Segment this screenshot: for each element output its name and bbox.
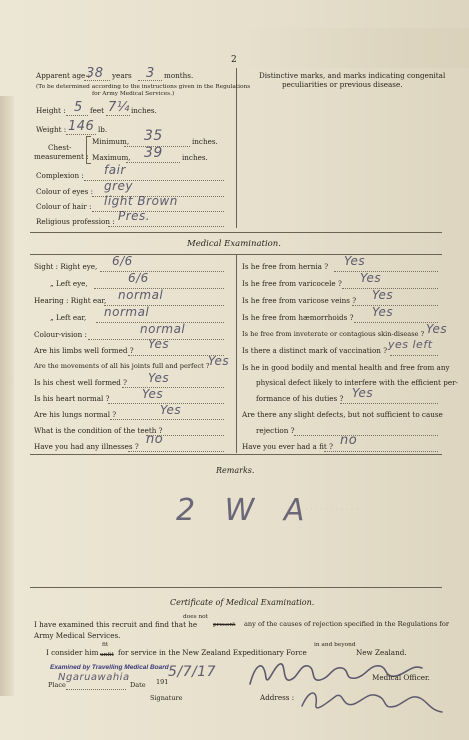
complexion-label: Complexion :: [36, 171, 84, 180]
right-answer-3: Yes: [372, 305, 394, 319]
height-inches-line: [106, 115, 130, 116]
left-answer-3: normal: [104, 305, 150, 319]
right-line-0: [334, 271, 438, 272]
consider-in-beyond: in and beyond: [314, 642, 356, 648]
hair-value: light Brown: [104, 194, 178, 208]
remarks-value: 2 W A: [176, 493, 315, 528]
right-answer-4: Yes: [426, 322, 448, 336]
age-months-label: months.: [164, 71, 194, 80]
place-value: Ngaruawahia: [58, 672, 130, 683]
complexion-value: fair: [104, 163, 126, 177]
age-months-line: [138, 80, 162, 81]
consider-middle: for service in the New Zealand Expeditionary Force: [118, 648, 307, 657]
age-years-line: [84, 80, 110, 81]
place-line: [66, 689, 126, 690]
left-answer-6: Yes: [208, 354, 230, 368]
religion-label: Religious profession :: [36, 217, 115, 226]
right-question-10: rejection ?: [256, 426, 295, 435]
right-question-9: Are there any slight defects, but not sufficient to cause: [242, 410, 443, 419]
bleed-through-mark: · · · · · · · · · · · ·: [300, 505, 359, 514]
left-answer-1: 6/6: [128, 271, 149, 285]
address-signature: [298, 684, 448, 718]
left-answer-2: normal: [118, 288, 164, 302]
height-inches-label: inches.: [131, 106, 157, 115]
right-question-11: Have you ever had a fit ?: [242, 442, 333, 451]
hair-line: [92, 211, 224, 212]
certificate-line1-end: any of the causes of rejection specified in the Regulations for: [244, 620, 449, 628]
distinctive-marks-line1: Distinctive marks, and marks indicating congenital: [259, 71, 446, 80]
right-line-2: [352, 305, 438, 306]
right-question-8: formance of his duties ?: [256, 394, 344, 403]
chest-maximum-label: Maximum,: [92, 153, 131, 162]
left-answer-7: Yes: [148, 371, 170, 385]
eyes-value: grey: [104, 179, 134, 193]
right-question-6: Is he in good bodily and mental health and free from any: [242, 363, 450, 372]
left-question-8: Is his heart normal ?: [34, 394, 110, 403]
section-divider: [236, 68, 237, 228]
right-question-4: Is he free from inveterate or contagious skin-disease ?: [242, 330, 425, 338]
date-label: Date: [130, 681, 146, 689]
certificate-line1-start: I have examined this recruit and find that he: [34, 620, 198, 629]
chest-maximum-value: 39: [144, 145, 163, 161]
height-feet-label: feet: [90, 106, 105, 115]
chest-maximum-unit: inches.: [182, 153, 208, 162]
left-answer-5: Yes: [148, 337, 170, 351]
distinctive-marks-line2: peculiarities or previous disease.: [282, 80, 403, 89]
height-feet-line: [66, 115, 88, 116]
medical-officer-label: Medical Officer.: [372, 673, 430, 682]
right-line-5: [390, 355, 438, 356]
exam-rule-bottom: [30, 454, 442, 455]
age-months-value: 3: [146, 66, 155, 81]
travelling-board-stamp: Examined by Travelling Medical Board: [50, 664, 169, 671]
right-answer-0: Yes: [344, 254, 366, 268]
chest-minimum-value: 35: [144, 128, 163, 144]
certificate-rule: [30, 587, 442, 588]
weight-value: 146: [68, 119, 95, 134]
right-answer-2: Yes: [372, 288, 394, 302]
left-question-10: What is the condition of the teeth ?: [34, 426, 163, 435]
consider-fit: fit: [102, 642, 109, 648]
certificate-line2: Army Medical Services.: [34, 631, 121, 640]
right-answer-1: Yes: [360, 271, 382, 285]
hair-label: Colour of hair :: [36, 202, 92, 211]
chest-label-line2: measurement :: [34, 152, 89, 161]
height-inches-value: 7¼: [108, 100, 130, 115]
right-question-1: Is he free from varicocele ?: [242, 279, 342, 288]
left-line-7: [122, 387, 224, 388]
left-answer-8: Yes: [142, 387, 164, 401]
page-fold-shadow: [0, 96, 14, 696]
chest-minimum-unit: inches.: [192, 137, 218, 146]
left-question-4: Colour-vision :: [34, 330, 87, 339]
address-label: Address :: [260, 693, 295, 702]
certificate-heading: Certificate of Medical Examination.: [170, 598, 315, 607]
height-label: Height :: [36, 106, 66, 115]
chest-maximum-line: [126, 162, 180, 163]
left-question-1: „ Left eye,: [50, 279, 88, 288]
left-answer-9: Yes: [160, 403, 182, 417]
religion-line: [108, 226, 224, 227]
weight-label: Weight :: [36, 125, 67, 134]
age-label: Apparent age :: [36, 71, 91, 80]
weight-line: [66, 134, 96, 135]
right-question-5: Is there a distinct mark of vaccination ?: [242, 346, 388, 355]
right-question-7: physical defect likely to interfere with the efficient per-: [256, 378, 458, 387]
chest-label-line1: Chest-: [48, 143, 72, 152]
left-line-11: [128, 451, 224, 452]
page-number: 2: [231, 55, 237, 65]
age-note-line2: for Army Medical Services.): [92, 91, 175, 97]
height-feet-value: 5: [74, 100, 83, 115]
medical-exam-heading: Medical Examination.: [187, 239, 281, 249]
eyes-label: Colour of eyes :: [36, 187, 94, 196]
right-line-10: [294, 435, 438, 436]
left-question-9: Are his lungs normal ?: [34, 410, 117, 419]
place-label: Place: [48, 681, 66, 689]
age-years-label: years: [112, 71, 132, 80]
right-question-0: Is he free from hernia ?: [242, 262, 329, 271]
signature-label: Signature: [150, 694, 183, 702]
right-answer-11: no: [340, 433, 358, 448]
section-rule-top: [30, 232, 442, 233]
chest-brace: [86, 136, 91, 164]
right-line-8: [340, 403, 438, 404]
left-question-7: Is his chest well formed ?: [34, 378, 128, 387]
left-answer-4: normal: [140, 322, 186, 336]
right-question-2: Is he free from varicose veins ?: [242, 296, 357, 305]
bleed-through: [240, 28, 469, 68]
left-question-11: Have you had any illnesses ?: [34, 442, 139, 451]
left-question-5: Are his limbs well formed ?: [34, 346, 134, 355]
right-answer-8: Yes: [352, 386, 374, 400]
certificate-present: present: [213, 622, 236, 628]
right-question-3: Is he free from hæmorrhoids ?: [242, 313, 354, 322]
left-answer-0: 6/6: [112, 254, 133, 268]
religion-value: Pres.: [118, 209, 151, 223]
date-prefix: 191: [156, 678, 169, 686]
consider-start: I consider him: [46, 648, 99, 657]
left-line-9: [110, 419, 224, 420]
left-question-0: Sight : Right eye,: [34, 262, 98, 271]
left-question-2: Hearing : Right ear,: [34, 296, 107, 305]
right-answer-5: yes left: [388, 338, 433, 351]
weight-unit: lb.: [98, 125, 108, 134]
certificate-does-not: does not: [183, 614, 209, 620]
left-answer-11: no: [146, 432, 164, 447]
consider-nz: New Zealand.: [356, 648, 407, 657]
left-line-0: [100, 271, 224, 272]
left-question-6: Are the movements of all his joints full and perfect ?: [34, 362, 210, 370]
chest-minimum-label: Minimum,: [92, 137, 130, 146]
exam-divider: [236, 255, 237, 453]
remarks-heading: Remarks.: [216, 466, 255, 475]
age-note-line1: (To be determined according to the instructions given in the Regulations: [36, 84, 251, 90]
consider-unfit: unfit: [100, 652, 114, 658]
right-line-11: [324, 451, 438, 452]
age-years-value: 38: [86, 66, 104, 81]
left-question-3: „ Left ear,: [50, 313, 87, 322]
date-value: 5/7/17: [168, 664, 217, 680]
